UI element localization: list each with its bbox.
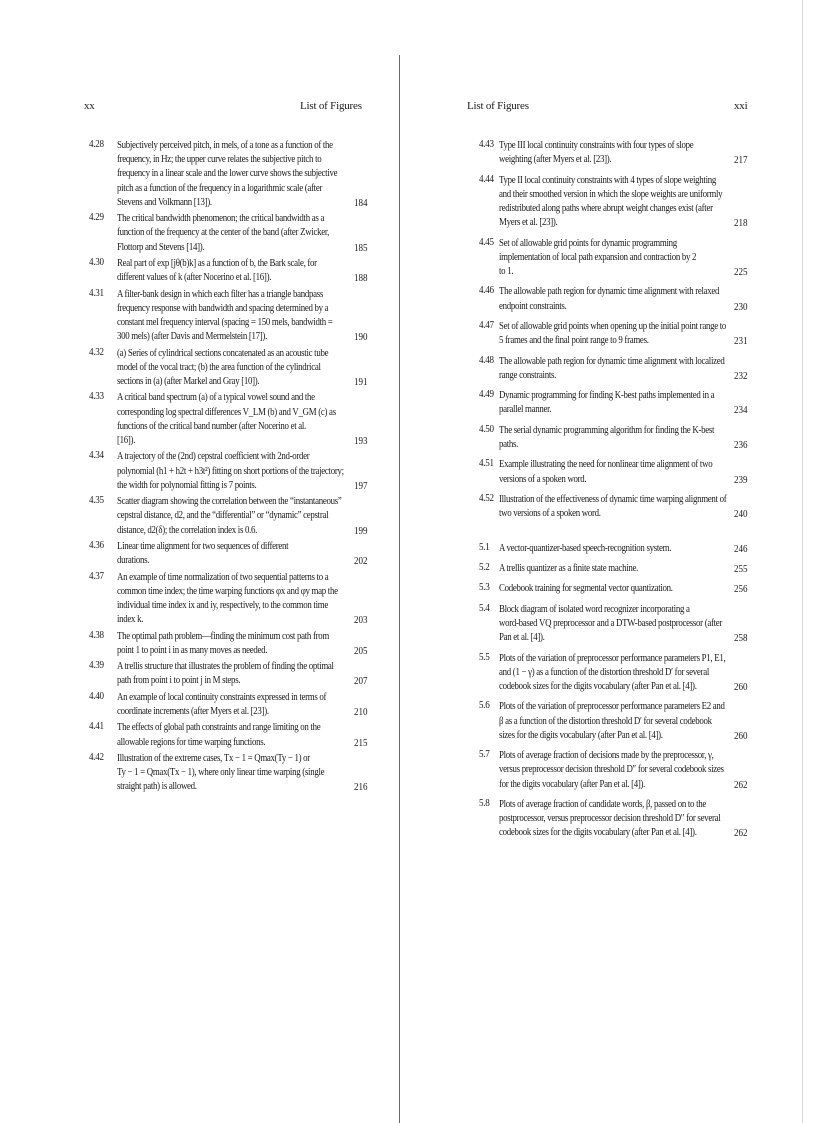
- figure-caption: [499, 174, 722, 231]
- figure-caption: [117, 391, 336, 448]
- caption-line: Stevens and Volkmann [13]).: [117, 196, 212, 208]
- figure-caption: [117, 660, 334, 688]
- caption-line: Ty − 1 = Qmax(Tx − 1), where only linear time warping (single: [117, 767, 325, 779]
- caption-line: endpoint constraints.: [499, 300, 567, 312]
- figure-page-number: 190: [354, 332, 368, 344]
- caption-line: range constraints.: [499, 369, 557, 381]
- figure-caption: [117, 495, 342, 538]
- caption-line: constant mel frequency interval (spacing = 150 mels, bandwidth =: [117, 317, 333, 328]
- figure-caption: [499, 139, 693, 167]
- figure-caption: [117, 540, 288, 568]
- figure-number: 5.5: [479, 651, 490, 663]
- caption-line: to 1.: [499, 266, 514, 277]
- figure-number: 5.6: [479, 700, 490, 712]
- figure-caption: [499, 320, 726, 348]
- figure-number: 4.44: [479, 173, 494, 185]
- figure-caption: [499, 389, 714, 417]
- figure-number: 5.3: [479, 582, 490, 594]
- figure-caption: [499, 562, 638, 576]
- figure-page-number: 258: [734, 633, 748, 645]
- caption-line: Pan et al. [4]).: [499, 632, 545, 644]
- figure-caption: [499, 582, 673, 596]
- figure-caption: [117, 212, 329, 255]
- figure-caption: [117, 691, 326, 719]
- figure-number: 4.39: [89, 660, 104, 672]
- figure-caption: [117, 571, 338, 628]
- caption-line: and (1 − γ) as a function of the distortion threshold D′ for several: [499, 666, 709, 678]
- figure-number: 4.46: [479, 285, 494, 297]
- caption-line: distance, d2(δ); the correlation index is 0.6.: [117, 524, 258, 536]
- figure-number: 4.28: [89, 139, 104, 150]
- figure-caption: [499, 237, 696, 280]
- caption-line: cepstral distance, d2, and the “differential” or “dynamic” cepstral: [117, 510, 329, 522]
- figure-page-number: 215: [354, 737, 368, 749]
- figure-number: 4.45: [479, 236, 494, 248]
- figure-number: 4.41: [89, 721, 104, 733]
- figure-number: 4.49: [479, 389, 494, 401]
- caption-line: implementation of local path expansion and contraction by 2: [499, 251, 697, 263]
- caption-line: paths.: [499, 439, 519, 450]
- caption-line: A vector-quantizer-based speech-recognition system.: [499, 542, 672, 554]
- figure-page-number: 239: [734, 474, 748, 486]
- figure-page-number: 260: [734, 682, 748, 693]
- caption-line: An example of time normalization of two sequential patterns to a: [117, 571, 329, 583]
- caption-line: sections in (a) (after Markel and Gray [10]).: [117, 376, 260, 387]
- caption-line: durations.: [117, 555, 150, 567]
- caption-line: Real part of exp [jθ(b)k] as a function of b, the Bark scale, for: [117, 258, 317, 269]
- figure-caption: [117, 450, 344, 493]
- caption-line: redistributed along paths where abrupt weight changes exist (after: [499, 203, 713, 214]
- caption-line: individual time index ix and iy, respectively, to the common time: [117, 600, 328, 611]
- figure-number: 5.2: [479, 562, 490, 573]
- figure-caption: [499, 285, 719, 313]
- figure-number: 4.50: [479, 423, 494, 435]
- figure-caption: [117, 139, 337, 210]
- caption-line: Plots of the variation of preprocessor performance parameters P1, E1,: [499, 652, 726, 664]
- figure-number: 4.51: [479, 458, 494, 470]
- figure-page-number: 205: [354, 645, 368, 657]
- right-page: [401, 0, 816, 1123]
- figure-caption: [117, 752, 324, 795]
- left-running-title: List of Figures: [300, 100, 362, 112]
- caption-line: Block diagram of isolated word recognizer incorporating a: [499, 603, 690, 615]
- caption-line: versus preprocessor decision threshold D″ for several codebook sizes: [499, 764, 724, 776]
- caption-line: corresponding log spectral differences V_LM (b) and V_GM (c) as: [117, 406, 336, 418]
- caption-line: point 1 to point i in as many moves as needed.: [117, 644, 268, 656]
- figure-number: 5.7: [479, 749, 490, 761]
- figure-page-number: 188: [354, 273, 368, 285]
- figure-number: 4.34: [89, 450, 104, 462]
- figure-number: 5.1: [479, 541, 490, 553]
- caption-line: A trellis structure that illustrates the problem of finding the optimal: [117, 661, 334, 673]
- figure-caption: [117, 721, 320, 749]
- caption-line: The critical bandwidth phenomenon; the critical bandwidth as a: [117, 213, 325, 225]
- figure-page-number: 240: [734, 509, 748, 521]
- figure-caption: [117, 347, 328, 390]
- caption-line: postprocessor, versus preprocessor decision threshold D″ for several: [499, 813, 721, 825]
- figure-number: 5.4: [479, 602, 490, 614]
- figure-caption: [117, 257, 317, 285]
- figure-page-number: 255: [734, 564, 748, 575]
- caption-line: A trellis quantizer as a finite state machine.: [499, 563, 639, 574]
- figure-page-number: 202: [354, 556, 368, 568]
- caption-line: function of the frequency at the center of the band (after Zwicker,: [117, 227, 330, 239]
- figure-page-number: 207: [354, 676, 368, 688]
- caption-line: and their smoothed version in which the slope weights are uniformly: [499, 188, 723, 200]
- caption-line: Type II local continuity constraints with 4 types of slope weighting: [499, 174, 716, 186]
- caption-line: parallel manner.: [499, 404, 552, 416]
- figure-page-number: 193: [354, 436, 368, 447]
- figure-caption: [117, 288, 332, 345]
- caption-line: word-based VQ preprocessor and a DTW-based postprocessor (after: [499, 618, 723, 629]
- caption-line: Dynamic programming for finding K-best paths implemented in a: [499, 390, 715, 402]
- figure-page-number: 203: [354, 615, 368, 627]
- figure-caption: [117, 630, 329, 658]
- figure-page-number: 210: [354, 707, 368, 718]
- caption-line: Subjectively perceived pitch, in mels, of a tone as a function of the: [117, 140, 333, 151]
- figure-number: 4.43: [479, 139, 494, 150]
- figure-page-number: 262: [734, 779, 748, 791]
- caption-line: the width for polynomial fitting is 7 points.: [117, 479, 257, 491]
- figure-caption: [499, 798, 720, 841]
- figure-number: 4.35: [89, 495, 104, 507]
- caption-line: The effects of global path constraints and range limiting on the: [117, 722, 321, 734]
- caption-line: allowable regions for time warping functions.: [117, 736, 266, 748]
- caption-line: Myers et al. [23]).: [499, 217, 558, 229]
- caption-line: straight path) is allowed.: [117, 781, 197, 793]
- figure-page-number: 218: [734, 218, 748, 230]
- caption-line: Plots of average fraction of decisions made by the preprocessor, γ,: [499, 750, 714, 762]
- figure-number: 4.31: [89, 287, 104, 299]
- caption-line: Illustration of the effectiveness of dynamic time warping alignment of: [499, 494, 727, 505]
- caption-line: β as a function of the distortion threshold D′ for several codebook: [499, 715, 712, 727]
- figure-page-number: 236: [734, 440, 748, 451]
- caption-line: A trajectory of the (2nd) cepstral coefficient with 2nd-order: [117, 451, 310, 463]
- figure-page-number: 231: [734, 336, 748, 348]
- figure-page-number: 191: [354, 377, 368, 388]
- figure-number: 4.47: [479, 320, 494, 331]
- figure-caption: [499, 493, 726, 521]
- caption-line: Set of allowable grid points when opening up the initial point range to: [499, 321, 727, 332]
- caption-line: index k.: [117, 614, 144, 626]
- caption-line: model of the vocal tract; (b) the area function of the cylindrical: [117, 361, 321, 373]
- figure-caption: [499, 355, 724, 383]
- caption-line: Example illustrating the need for nonlinear time alignment of two: [499, 459, 713, 471]
- caption-line: An example of local continuity constraints expressed in terms of: [117, 691, 327, 703]
- caption-line: Scatter diagram showing the correlation between the “instantaneous”: [117, 496, 342, 508]
- caption-line: frequency response with bandwidth and spacing determined by a: [117, 302, 329, 314]
- figure-page-number: 184: [354, 197, 368, 209]
- caption-line: Plots of the variation of preprocessor performance parameters E2 and: [499, 701, 725, 713]
- right-running-title: List of Figures: [467, 100, 529, 112]
- caption-line: Plots of average fraction of candidate words, β, passed on to the: [499, 799, 707, 810]
- figure-page-number: 199: [354, 525, 368, 537]
- caption-line: Illustration of the extreme cases, Tx − 1 = Qmax(Ty − 1) or: [117, 753, 310, 764]
- caption-line: weighting (after Myers et al. [23]).: [499, 154, 612, 166]
- figure-number: 4.30: [89, 257, 104, 268]
- left-page: [0, 0, 400, 1123]
- caption-line: Set of allowable grid points for dynamic programming: [499, 237, 677, 249]
- caption-line: A critical band spectrum (a) of a typical vowel sound and the: [117, 392, 315, 404]
- caption-line: 300 mels) (after Davis and Mermelstein [17]).: [117, 331, 267, 343]
- caption-line: two versions of a spoken word.: [499, 508, 601, 520]
- figure-number: 4.37: [89, 570, 104, 582]
- figure-page-number: 197: [354, 480, 368, 492]
- figure-number: 4.52: [479, 493, 494, 504]
- caption-line: common time index; the time warping functions φx and φy map the: [117, 585, 338, 597]
- caption-line: frequency in a linear scale and the lower curve shows the subjective: [117, 168, 338, 180]
- figure-caption: [499, 603, 722, 646]
- figure-page-number: 217: [734, 155, 748, 167]
- caption-line: codebook sizes for the digits vocabulary (after Pan et al. [4]).: [499, 681, 697, 692]
- left-page-number: xx: [84, 100, 95, 112]
- figure-page-number: 225: [734, 267, 748, 278]
- caption-line: sizes for the digits vocabulary (after Pan et al. [4]).: [499, 729, 663, 741]
- figure-caption: [499, 749, 724, 792]
- figure-number: 4.48: [479, 354, 494, 366]
- caption-line: [16]).: [117, 435, 136, 446]
- figure-number: 4.42: [89, 752, 104, 763]
- caption-line: coordinate increments (after Myers et al. [23]).: [117, 706, 269, 717]
- caption-line: codebook sizes for the digits vocabulary (after Pan et al. [4]).: [499, 827, 697, 839]
- caption-line: for the digits vocabulary (after Pan et al. [4]).: [499, 778, 646, 790]
- figure-number: 4.32: [89, 346, 104, 358]
- figure-caption: [499, 458, 712, 486]
- caption-line: pitch as a function of the frequency in a logarithmic scale (after: [117, 182, 323, 194]
- caption-line: Linear time alignment for two sequences of different: [117, 541, 289, 552]
- caption-line: versions of a spoken word.: [499, 473, 587, 485]
- caption-line: 5 frames and the final point range to 9 frames.: [499, 335, 649, 347]
- figure-number: 4.36: [89, 540, 104, 551]
- figure-caption: [499, 542, 671, 556]
- caption-line: The serial dynamic programming algorithm for finding the K-best: [499, 424, 715, 436]
- figure-page-number: 246: [734, 543, 748, 555]
- figure-page-number: 260: [734, 730, 748, 742]
- figure-number: 4.40: [89, 690, 104, 702]
- right-page-number: xxi: [734, 100, 748, 112]
- figure-page-number: 262: [734, 828, 748, 840]
- figure-page-number: 256: [734, 584, 748, 596]
- caption-line: frequency, in Hz; the upper curve relates the subjective pitch to: [117, 154, 322, 166]
- caption-line: The allowable path region for dynamic time alignment with localized: [499, 355, 725, 367]
- figure-page-number: 216: [354, 782, 368, 794]
- caption-line: path from point i to point j in M steps.: [117, 675, 241, 687]
- figure-page-number: 185: [354, 242, 368, 254]
- figure-caption: [499, 700, 725, 743]
- caption-line: polynomial (h1 + h2t + h3t²) fitting on short portions of the trajectory;: [117, 465, 344, 477]
- figure-number: 5.8: [479, 798, 490, 809]
- caption-line: (a) Series of cylindrical sections concatenated as an acoustic tube: [117, 347, 329, 359]
- caption-line: different values of k (after Nocerino et al. [16]).: [117, 272, 272, 284]
- caption-line: Codebook training for segmental vector quantization.: [499, 583, 673, 595]
- figure-caption: [499, 424, 714, 452]
- caption-line: A filter-bank design in which each filter has a triangle bandpass: [117, 288, 323, 300]
- figure-caption: [499, 652, 725, 695]
- caption-line: The allowable path region for dynamic time alignment with relaxed: [499, 286, 720, 298]
- caption-line: The optimal path problem—finding the minimum cost path from: [117, 630, 329, 642]
- caption-line: Flottorp and Stevens [14]).: [117, 241, 205, 253]
- figure-number: 4.33: [89, 391, 104, 403]
- caption-line: functions of the critical band number (after Nocerino et al.: [117, 420, 306, 432]
- figure-page-number: 234: [734, 405, 748, 417]
- figure-number: 4.29: [89, 212, 104, 224]
- caption-line: Type III local continuity constraints with four types of slope: [499, 140, 694, 151]
- figure-number: 4.38: [89, 629, 104, 641]
- figure-page-number: 230: [734, 301, 748, 313]
- figure-page-number: 232: [734, 370, 748, 382]
